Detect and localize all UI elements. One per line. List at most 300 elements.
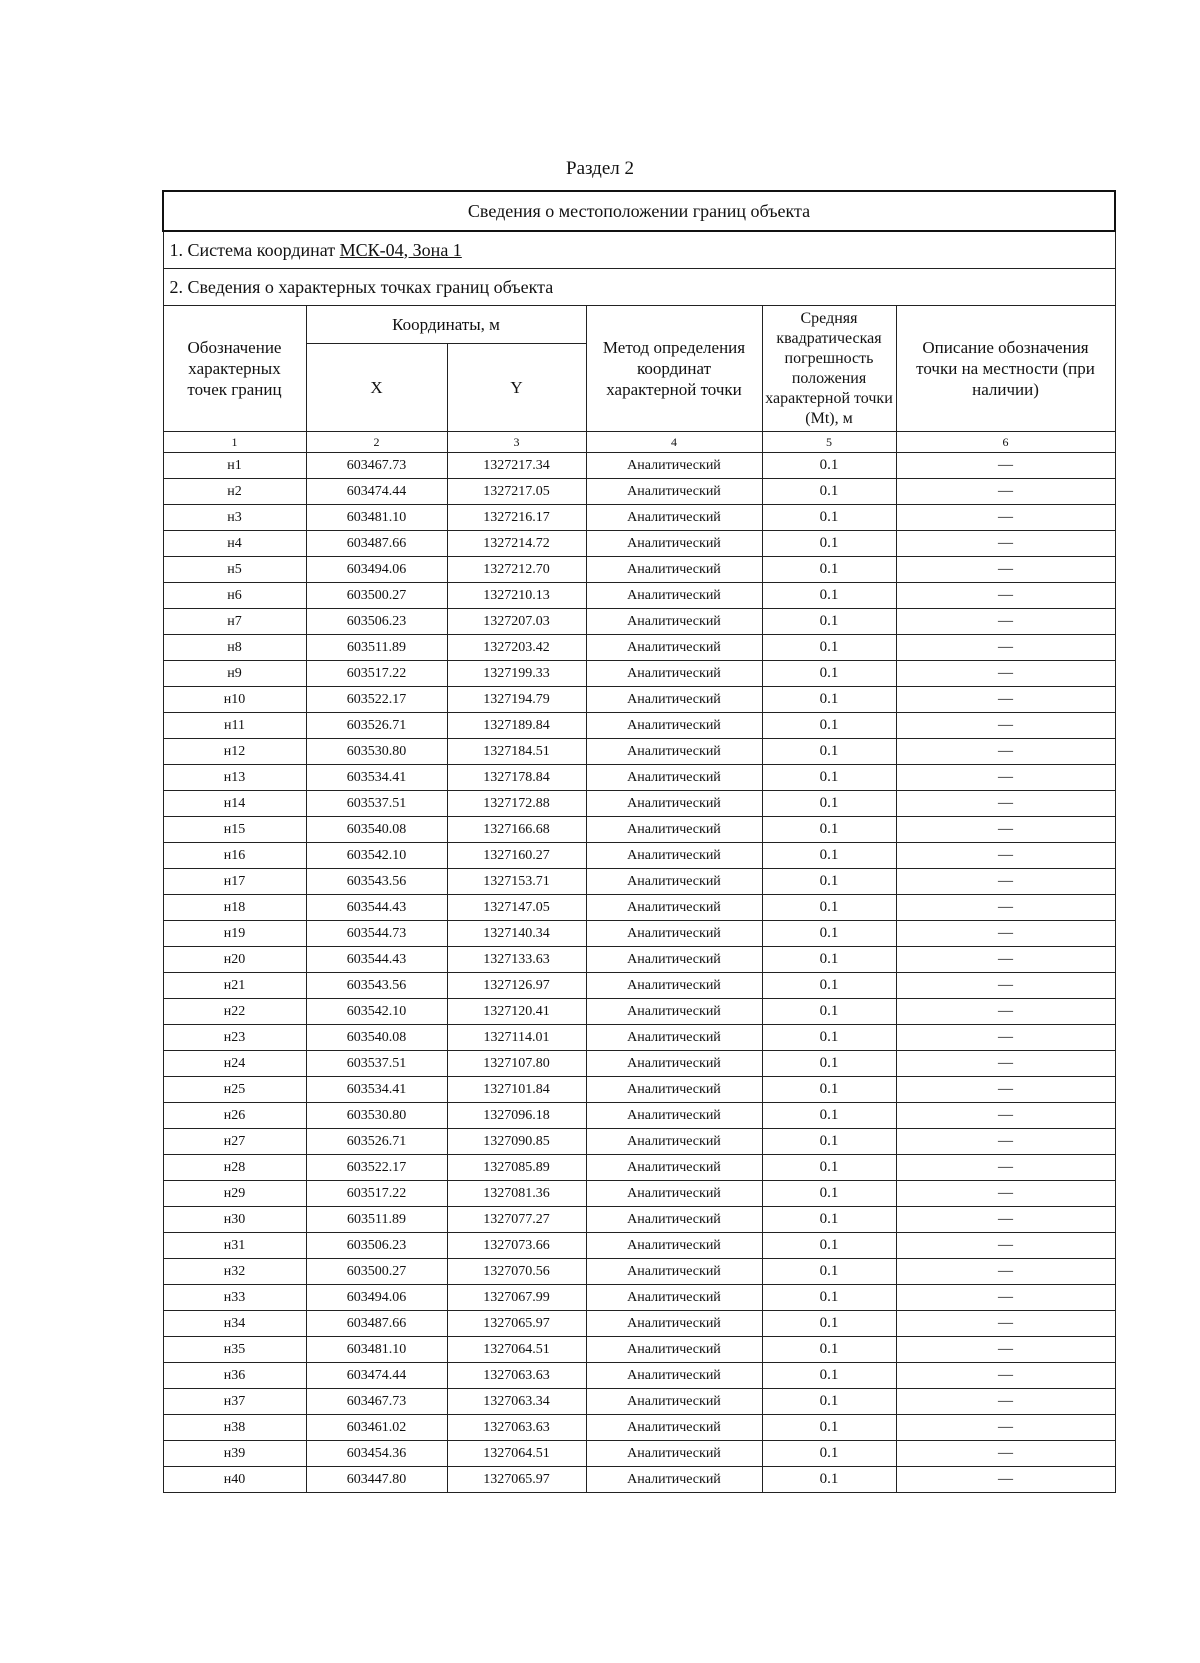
description-cell: — xyxy=(896,1363,1115,1389)
y-cell: 1327065.97 xyxy=(447,1467,586,1493)
point-cell: н14 xyxy=(163,791,306,817)
x-cell: 603537.51 xyxy=(306,791,447,817)
point-cell: н1 xyxy=(163,453,306,479)
mt-cell: 0.1 xyxy=(762,843,896,869)
description-cell: — xyxy=(896,1467,1115,1493)
mt-cell: 0.1 xyxy=(762,1025,896,1051)
mt-cell: 0.1 xyxy=(762,1389,896,1415)
method-cell: Аналитический xyxy=(586,453,762,479)
description-cell: — xyxy=(896,1337,1115,1363)
point-cell: н32 xyxy=(163,1259,306,1285)
coordinate-system-value: МСК-04, Зона 1 xyxy=(339,239,462,260)
x-cell: 603542.10 xyxy=(306,843,447,869)
header-description: Описание обозначения точки на местности (при наличии) xyxy=(896,306,1115,432)
table-row xyxy=(163,1077,1115,1103)
method-cell: Аналитический xyxy=(586,1285,762,1311)
mt-cell: 0.1 xyxy=(762,1233,896,1259)
point-cell: н2 xyxy=(163,479,306,505)
mt-cell: 0.1 xyxy=(762,1155,896,1181)
point-cell: н24 xyxy=(163,1051,306,1077)
point-cell: н6 xyxy=(163,583,306,609)
table-row xyxy=(163,557,1115,583)
description-cell: — xyxy=(896,999,1115,1025)
method-cell: Аналитический xyxy=(586,1207,762,1233)
table-row xyxy=(163,739,1115,765)
y-cell: 1327090.85 xyxy=(447,1129,586,1155)
x-cell: 603530.80 xyxy=(306,1103,447,1129)
description-cell: — xyxy=(896,973,1115,999)
column-number: 1 xyxy=(163,432,306,453)
point-cell: н8 xyxy=(163,635,306,661)
x-cell: 603511.89 xyxy=(306,635,447,661)
table-row xyxy=(163,1311,1115,1337)
table-row xyxy=(163,1025,1115,1051)
table-row xyxy=(163,1233,1115,1259)
table-row xyxy=(163,479,1115,505)
description-cell: — xyxy=(896,479,1115,505)
description-cell: — xyxy=(896,817,1115,843)
method-cell: Аналитический xyxy=(586,479,762,505)
mt-cell: 0.1 xyxy=(762,1077,896,1103)
x-cell: 603540.08 xyxy=(306,1025,447,1051)
y-cell: 1327140.34 xyxy=(447,921,586,947)
y-cell: 1327153.71 xyxy=(447,869,586,895)
y-cell: 1327096.18 xyxy=(447,1103,586,1129)
mt-cell: 0.1 xyxy=(762,661,896,687)
header-error: Средняя квадратическая погрешность положения характерной точки (Mt), м xyxy=(762,306,896,432)
column-number: 5 xyxy=(762,432,896,453)
mt-cell: 0.1 xyxy=(762,973,896,999)
x-cell: 603544.43 xyxy=(306,895,447,921)
method-cell: Аналитический xyxy=(586,869,762,895)
point-cell: н5 xyxy=(163,557,306,583)
description-cell: — xyxy=(896,1025,1115,1051)
boundary-points-table xyxy=(162,190,1116,1493)
method-cell: Аналитический xyxy=(586,1181,762,1207)
y-cell: 1327064.51 xyxy=(447,1441,586,1467)
description-cell: — xyxy=(896,687,1115,713)
method-cell: Аналитический xyxy=(586,531,762,557)
point-cell: н29 xyxy=(163,1181,306,1207)
point-cell: н9 xyxy=(163,661,306,687)
table-row xyxy=(163,973,1115,999)
mt-cell: 0.1 xyxy=(762,869,896,895)
mt-cell: 0.1 xyxy=(762,453,896,479)
x-cell: 603467.73 xyxy=(306,453,447,479)
table-row xyxy=(163,1363,1115,1389)
x-cell: 603522.17 xyxy=(306,687,447,713)
method-cell: Аналитический xyxy=(586,921,762,947)
y-cell: 1327189.84 xyxy=(447,713,586,739)
description-cell: — xyxy=(896,1103,1115,1129)
method-cell: Аналитический xyxy=(586,687,762,713)
description-cell: — xyxy=(896,1389,1115,1415)
point-cell: н26 xyxy=(163,1103,306,1129)
method-cell: Аналитический xyxy=(586,635,762,661)
method-cell: Аналитический xyxy=(586,999,762,1025)
method-cell: Аналитический xyxy=(586,505,762,531)
method-cell: Аналитический xyxy=(586,609,762,635)
x-cell: 603540.08 xyxy=(306,817,447,843)
header-x: X xyxy=(306,344,447,432)
method-cell: Аналитический xyxy=(586,1259,762,1285)
method-cell: Аналитический xyxy=(586,1077,762,1103)
point-cell: н4 xyxy=(163,531,306,557)
description-cell: — xyxy=(896,895,1115,921)
column-number: 4 xyxy=(586,432,762,453)
point-cell: н17 xyxy=(163,869,306,895)
point-cell: н37 xyxy=(163,1389,306,1415)
y-cell: 1327120.41 xyxy=(447,999,586,1025)
y-cell: 1327070.56 xyxy=(447,1259,586,1285)
table-row xyxy=(163,843,1115,869)
header-y: Y xyxy=(447,344,586,432)
mt-cell: 0.1 xyxy=(762,1285,896,1311)
table-row xyxy=(163,1285,1115,1311)
y-cell: 1327101.84 xyxy=(447,1077,586,1103)
mt-cell: 0.1 xyxy=(762,947,896,973)
description-cell: — xyxy=(896,791,1115,817)
table-row xyxy=(163,869,1115,895)
y-cell: 1327166.68 xyxy=(447,817,586,843)
table-row xyxy=(163,609,1115,635)
table-row xyxy=(163,661,1115,687)
description-cell: — xyxy=(896,557,1115,583)
description-cell: — xyxy=(896,635,1115,661)
y-cell: 1327077.27 xyxy=(447,1207,586,1233)
mt-cell: 0.1 xyxy=(762,1467,896,1493)
method-cell: Аналитический xyxy=(586,947,762,973)
point-cell: н40 xyxy=(163,1467,306,1493)
description-cell: — xyxy=(896,1129,1115,1155)
description-cell: — xyxy=(896,1077,1115,1103)
header-coordinates: Координаты, м xyxy=(306,306,586,344)
x-cell: 603542.10 xyxy=(306,999,447,1025)
method-cell: Аналитический xyxy=(586,1441,762,1467)
mt-cell: 0.1 xyxy=(762,1051,896,1077)
mt-cell: 0.1 xyxy=(762,1129,896,1155)
points-info-label: 2. Сведения о характерных точках границ объекта xyxy=(163,269,1115,306)
table-row xyxy=(163,635,1115,661)
point-cell: н30 xyxy=(163,1207,306,1233)
method-cell: Аналитический xyxy=(586,1051,762,1077)
header-point-designation: Обозначение характерных точек границ xyxy=(163,306,306,432)
x-cell: 603517.22 xyxy=(306,1181,447,1207)
description-cell: — xyxy=(896,531,1115,557)
x-cell: 603447.80 xyxy=(306,1467,447,1493)
method-cell: Аналитический xyxy=(586,1363,762,1389)
mt-cell: 0.1 xyxy=(762,687,896,713)
method-cell: Аналитический xyxy=(586,661,762,687)
method-cell: Аналитический xyxy=(586,713,762,739)
y-cell: 1327217.34 xyxy=(447,453,586,479)
description-cell: — xyxy=(896,453,1115,479)
x-cell: 603481.10 xyxy=(306,505,447,531)
method-cell: Аналитический xyxy=(586,1129,762,1155)
mt-cell: 0.1 xyxy=(762,505,896,531)
y-cell: 1327217.05 xyxy=(447,479,586,505)
x-cell: 603474.44 xyxy=(306,479,447,505)
x-cell: 603461.02 xyxy=(306,1415,447,1441)
y-cell: 1327194.79 xyxy=(447,687,586,713)
mt-cell: 0.1 xyxy=(762,1441,896,1467)
point-cell: н19 xyxy=(163,921,306,947)
description-cell: — xyxy=(896,869,1115,895)
method-cell: Аналитический xyxy=(586,1155,762,1181)
table-row xyxy=(163,1155,1115,1181)
table-title: Сведения о местоположении границ объекта xyxy=(163,191,1115,231)
column-number: 2 xyxy=(306,432,447,453)
table-row xyxy=(163,1051,1115,1077)
x-cell: 603474.44 xyxy=(306,1363,447,1389)
point-cell: н13 xyxy=(163,765,306,791)
y-cell: 1327063.63 xyxy=(447,1415,586,1441)
y-cell: 1327085.89 xyxy=(447,1155,586,1181)
method-cell: Аналитический xyxy=(586,973,762,999)
x-cell: 603544.43 xyxy=(306,947,447,973)
y-cell: 1327065.97 xyxy=(447,1311,586,1337)
coordinate-system-row xyxy=(163,231,1115,269)
table-row xyxy=(163,999,1115,1025)
mt-cell: 0.1 xyxy=(762,739,896,765)
x-cell: 603467.73 xyxy=(306,1389,447,1415)
x-cell: 603530.80 xyxy=(306,739,447,765)
y-cell: 1327081.36 xyxy=(447,1181,586,1207)
description-cell: — xyxy=(896,1441,1115,1467)
table-row xyxy=(163,791,1115,817)
coordinate-system-label: 1. Система координат xyxy=(169,239,340,260)
x-cell: 603544.73 xyxy=(306,921,447,947)
table-row xyxy=(163,947,1115,973)
point-cell: н11 xyxy=(163,713,306,739)
x-cell: 603487.66 xyxy=(306,531,447,557)
mt-cell: 0.1 xyxy=(762,1181,896,1207)
description-cell: — xyxy=(896,1233,1115,1259)
description-cell: — xyxy=(896,843,1115,869)
y-cell: 1327063.63 xyxy=(447,1363,586,1389)
method-cell: Аналитический xyxy=(586,895,762,921)
table-row xyxy=(163,765,1115,791)
x-cell: 603526.71 xyxy=(306,713,447,739)
point-cell: н33 xyxy=(163,1285,306,1311)
method-cell: Аналитический xyxy=(586,1467,762,1493)
y-cell: 1327212.70 xyxy=(447,557,586,583)
method-cell: Аналитический xyxy=(586,1233,762,1259)
x-cell: 603526.71 xyxy=(306,1129,447,1155)
mt-cell: 0.1 xyxy=(762,635,896,661)
description-cell: — xyxy=(896,661,1115,687)
x-cell: 603522.17 xyxy=(306,1155,447,1181)
description-cell: — xyxy=(896,947,1115,973)
method-cell: Аналитический xyxy=(586,817,762,843)
y-cell: 1327067.99 xyxy=(447,1285,586,1311)
x-cell: 603487.66 xyxy=(306,1311,447,1337)
mt-cell: 0.1 xyxy=(762,583,896,609)
table-row xyxy=(163,453,1115,479)
point-cell: н7 xyxy=(163,609,306,635)
description-cell: — xyxy=(896,921,1115,947)
point-cell: н20 xyxy=(163,947,306,973)
mt-cell: 0.1 xyxy=(762,921,896,947)
method-cell: Аналитический xyxy=(586,1389,762,1415)
mt-cell: 0.1 xyxy=(762,713,896,739)
point-cell: н28 xyxy=(163,1155,306,1181)
point-cell: н25 xyxy=(163,1077,306,1103)
method-cell: Аналитический xyxy=(586,739,762,765)
x-cell: 603506.23 xyxy=(306,1233,447,1259)
point-cell: н21 xyxy=(163,973,306,999)
point-cell: н3 xyxy=(163,505,306,531)
x-cell: 603506.23 xyxy=(306,609,447,635)
description-cell: — xyxy=(896,1311,1115,1337)
y-cell: 1327107.80 xyxy=(447,1051,586,1077)
mt-cell: 0.1 xyxy=(762,1337,896,1363)
point-cell: н18 xyxy=(163,895,306,921)
y-cell: 1327126.97 xyxy=(447,973,586,999)
x-cell: 603494.06 xyxy=(306,557,447,583)
mt-cell: 0.1 xyxy=(762,557,896,583)
description-cell: — xyxy=(896,1285,1115,1311)
mt-cell: 0.1 xyxy=(762,895,896,921)
mt-cell: 0.1 xyxy=(762,1259,896,1285)
table-row xyxy=(163,1129,1115,1155)
table-row xyxy=(163,1259,1115,1285)
method-cell: Аналитический xyxy=(586,765,762,791)
y-cell: 1327199.33 xyxy=(447,661,586,687)
description-cell: — xyxy=(896,505,1115,531)
column-number: 6 xyxy=(896,432,1115,453)
y-cell: 1327216.17 xyxy=(447,505,586,531)
y-cell: 1327147.05 xyxy=(447,895,586,921)
table-row xyxy=(163,687,1115,713)
mt-cell: 0.1 xyxy=(762,1207,896,1233)
y-cell: 1327064.51 xyxy=(447,1337,586,1363)
y-cell: 1327063.34 xyxy=(447,1389,586,1415)
description-cell: — xyxy=(896,609,1115,635)
y-cell: 1327133.63 xyxy=(447,947,586,973)
method-cell: Аналитический xyxy=(586,843,762,869)
description-cell: — xyxy=(896,765,1115,791)
description-cell: — xyxy=(896,713,1115,739)
table-row xyxy=(163,817,1115,843)
x-cell: 603454.36 xyxy=(306,1441,447,1467)
table-row xyxy=(163,505,1115,531)
mt-cell: 0.1 xyxy=(762,1363,896,1389)
section-title: Раздел 2 xyxy=(566,158,634,179)
method-cell: Аналитический xyxy=(586,1311,762,1337)
y-cell: 1327073.66 xyxy=(447,1233,586,1259)
mt-cell: 0.1 xyxy=(762,817,896,843)
x-cell: 603534.41 xyxy=(306,765,447,791)
point-cell: н22 xyxy=(163,999,306,1025)
x-cell: 603500.27 xyxy=(306,583,447,609)
table-row xyxy=(163,921,1115,947)
mt-cell: 0.1 xyxy=(762,479,896,505)
description-cell: — xyxy=(896,1207,1115,1233)
description-cell: — xyxy=(896,583,1115,609)
table-row xyxy=(163,1207,1115,1233)
y-cell: 1327203.42 xyxy=(447,635,586,661)
x-cell: 603517.22 xyxy=(306,661,447,687)
description-cell: — xyxy=(896,1155,1115,1181)
x-cell: 603494.06 xyxy=(306,1285,447,1311)
table-row xyxy=(163,1103,1115,1129)
header-method: Метод определения координат характерной точки xyxy=(586,306,762,432)
point-cell: н27 xyxy=(163,1129,306,1155)
method-cell: Аналитический xyxy=(586,1337,762,1363)
y-cell: 1327214.72 xyxy=(447,531,586,557)
description-cell: — xyxy=(896,1415,1115,1441)
description-cell: — xyxy=(896,1181,1115,1207)
method-cell: Аналитический xyxy=(586,1103,762,1129)
point-cell: н35 xyxy=(163,1337,306,1363)
point-cell: н31 xyxy=(163,1233,306,1259)
y-cell: 1327184.51 xyxy=(447,739,586,765)
point-cell: н39 xyxy=(163,1441,306,1467)
method-cell: Аналитический xyxy=(586,791,762,817)
table-row xyxy=(163,1389,1115,1415)
point-cell: н36 xyxy=(163,1363,306,1389)
point-cell: н34 xyxy=(163,1311,306,1337)
y-cell: 1327160.27 xyxy=(447,843,586,869)
mt-cell: 0.1 xyxy=(762,1311,896,1337)
x-cell: 603543.56 xyxy=(306,973,447,999)
table-row xyxy=(163,1441,1115,1467)
x-cell: 603500.27 xyxy=(306,1259,447,1285)
description-cell: — xyxy=(896,739,1115,765)
x-cell: 603511.89 xyxy=(306,1207,447,1233)
mt-cell: 0.1 xyxy=(762,1415,896,1441)
table-row xyxy=(163,1181,1115,1207)
column-number: 3 xyxy=(447,432,586,453)
point-cell: н16 xyxy=(163,843,306,869)
mt-cell: 0.1 xyxy=(762,999,896,1025)
y-cell: 1327114.01 xyxy=(447,1025,586,1051)
description-cell: — xyxy=(896,1051,1115,1077)
x-cell: 603534.41 xyxy=(306,1077,447,1103)
point-cell: н23 xyxy=(163,1025,306,1051)
description-cell: — xyxy=(896,1259,1115,1285)
table-row xyxy=(163,1467,1115,1493)
table-row xyxy=(163,1337,1115,1363)
mt-cell: 0.1 xyxy=(762,765,896,791)
mt-cell: 0.1 xyxy=(762,791,896,817)
method-cell: Аналитический xyxy=(586,1415,762,1441)
point-cell: н38 xyxy=(163,1415,306,1441)
x-cell: 603481.10 xyxy=(306,1337,447,1363)
method-cell: Аналитический xyxy=(586,1025,762,1051)
x-cell: 603543.56 xyxy=(306,869,447,895)
x-cell: 603537.51 xyxy=(306,1051,447,1077)
point-cell: н15 xyxy=(163,817,306,843)
y-cell: 1327207.03 xyxy=(447,609,586,635)
mt-cell: 0.1 xyxy=(762,531,896,557)
table-row xyxy=(163,583,1115,609)
method-cell: Аналитический xyxy=(586,557,762,583)
y-cell: 1327172.88 xyxy=(447,791,586,817)
table-row xyxy=(163,531,1115,557)
method-cell: Аналитический xyxy=(586,583,762,609)
y-cell: 1327210.13 xyxy=(447,583,586,609)
y-cell: 1327178.84 xyxy=(447,765,586,791)
point-cell: н10 xyxy=(163,687,306,713)
table-row xyxy=(163,1415,1115,1441)
mt-cell: 0.1 xyxy=(762,609,896,635)
table-row xyxy=(163,713,1115,739)
table-row xyxy=(163,895,1115,921)
point-cell: н12 xyxy=(163,739,306,765)
mt-cell: 0.1 xyxy=(762,1103,896,1129)
